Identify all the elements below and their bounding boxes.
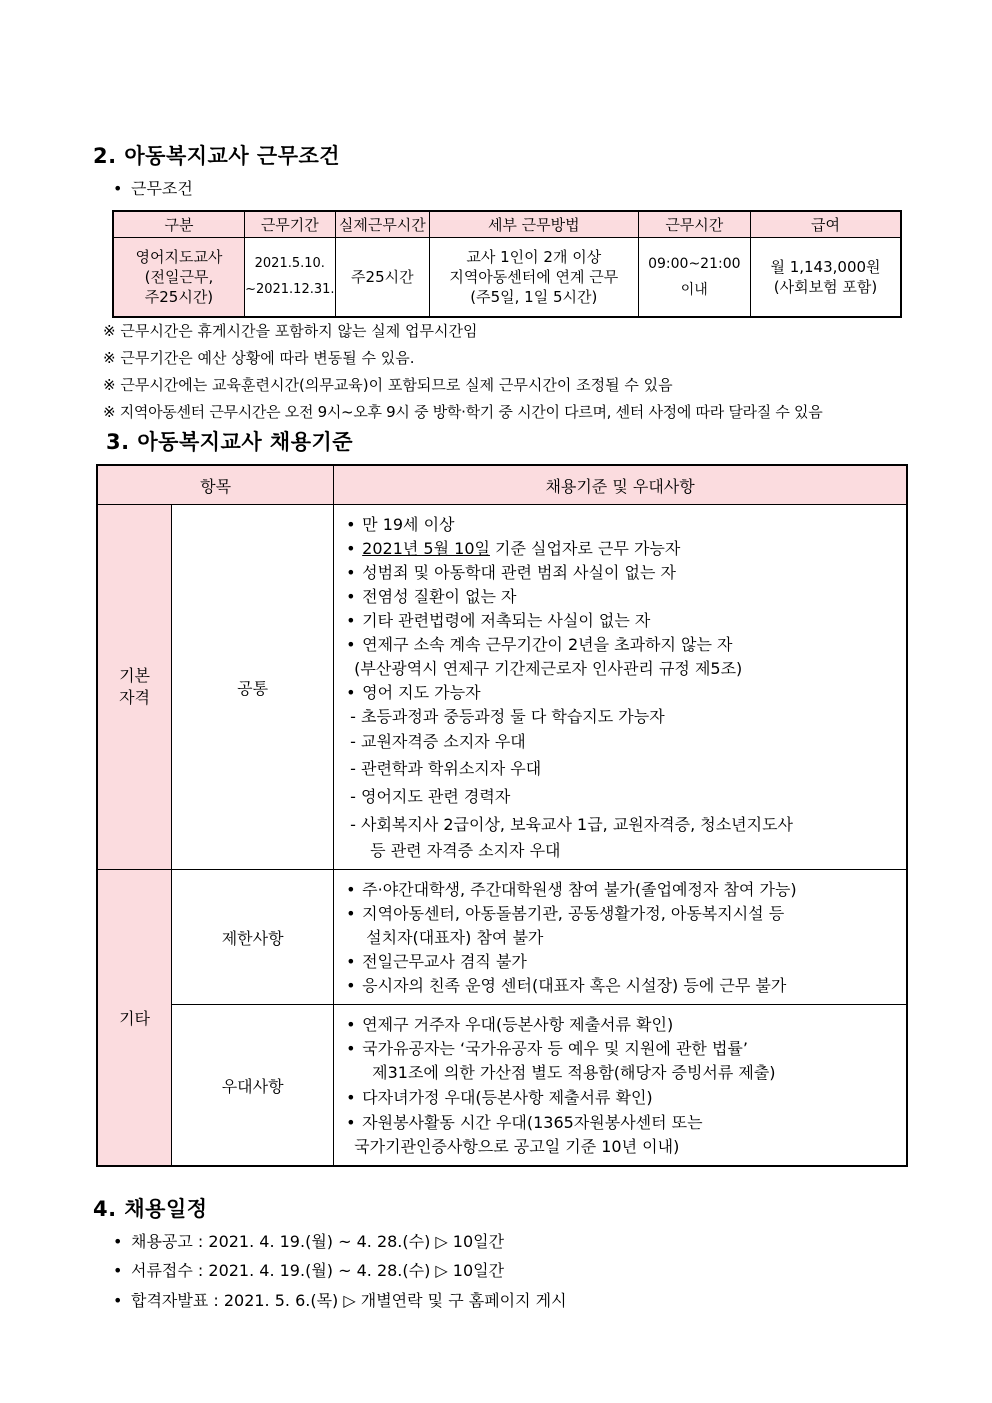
col-header: 실제근무시간 <box>335 211 429 238</box>
schedule-item: • 채용공고 : 2021. 4. 19.(월) ~ 4. 28.(수) ▷ 10일간 <box>113 1232 505 1251</box>
col-header: 채용기준 및 우대사항 <box>334 465 907 505</box>
list-item: 설치자(대표자) 참여 불가 <box>366 928 544 947</box>
list-item: • 다자녀가정 우대(등본사항 제출서류 확인) <box>346 1085 900 1111</box>
common-label: 공통 <box>172 505 334 870</box>
col-header: 세부 근무방법 <box>429 211 638 238</box>
section2-bullet: • 근무조건 <box>113 179 193 198</box>
list-item: - 초등과정과 중등과정 둘 다 학습지도 가능자 <box>350 707 665 726</box>
note: ※ 지역아동센터 근무시간은 오전 9시~오후 9시 중 방학·학기 중 시간이 다르며, 센터 사정에 따라 달라질 수 있음 <box>103 403 823 421</box>
schedule-item: • 서류접수 : 2021. 4. 19.(월) ~ 4. 28.(수) ▷ 10일간 <box>113 1261 505 1280</box>
method-cell: 교사 1인이 2개 이상 지역아동센터에 연계 근무 (주5일, 1일 5시간) <box>429 238 638 318</box>
list-item: • 국가유공자는 ‘국가유공자 등 예우 및 지원에 관한 법률’ <box>346 1037 900 1061</box>
table-row <box>97 1005 907 1167</box>
list-item: • 2021년 5월 10일 기준 실업자로 근무 가능자 <box>346 537 900 561</box>
prefs-label: 우대사항 <box>172 1005 334 1167</box>
group-label-basic: 기본 자격 <box>97 505 172 870</box>
hiring-criteria-table <box>96 464 908 1167</box>
list-item: - 관련학과 학위소지자 우대 <box>350 759 542 778</box>
col-header: 근무기간 <box>244 211 335 238</box>
actual-hours-cell: 주25시간 <box>335 238 429 318</box>
list-item: • 전일근무교사 겸직 불가 <box>346 950 900 974</box>
list-item: • 기타 관련법령에 저촉되는 사실이 없는 자 <box>346 609 900 633</box>
schedule-item: • 합격자발표 : 2021. 5. 6.(목) ▷ 개별연락 및 구 홈페이지 게시 <box>113 1291 567 1310</box>
list-item: 국가기관인증사항으로 공고일 기준 10년 이내) <box>354 1137 680 1156</box>
section4-title: 4. 채용일정 <box>93 1197 208 1221</box>
col-header: 급여 <box>750 211 901 238</box>
section3-title: 3. 아동복지교사 채용기준 <box>106 430 354 454</box>
limits-label: 제한사항 <box>172 870 334 1005</box>
period-cell: 2021.5.10. ~2021.12.31. <box>244 238 335 318</box>
col-header: 항목 <box>97 465 334 505</box>
table-row <box>97 505 907 870</box>
table-header-row <box>97 465 907 505</box>
limits-criteria <box>334 870 907 1005</box>
col-header: 근무시간 <box>638 211 750 238</box>
note: ※ 근무시간에는 교육훈련시간(의무교육)이 포함되므로 실제 근무시간이 조정될 수 있음 <box>103 376 673 394</box>
note: ※ 근무기간은 예산 상황에 따라 변동될 수 있음. <box>103 349 415 367</box>
list-item: (부산광역시 연제구 기간제근로자 인사관리 규정 제5조) <box>354 659 743 678</box>
table-row <box>113 238 901 318</box>
list-item: • 지역아동센터, 아동돌봄기관, 공동생활가정, 아동복지시설 등 <box>346 902 900 926</box>
list-item: - 교원자격증 소지자 우대 <box>350 732 526 751</box>
list-item: • 자원봉사활동 시간 우대(1365자원봉사센터 또는 <box>346 1111 900 1135</box>
table-header-row <box>113 211 901 238</box>
list-item: • 응시자의 친족 운영 센터(대표자 혹은 시설장) 등에 근무 불가 <box>346 974 900 998</box>
list-item: • 주·야간대학생, 주간대학원생 참여 불가(졸업예정자 참여 가능) <box>346 878 900 902</box>
list-item: - 영어지도 관련 경력자 <box>350 787 511 806</box>
work-conditions-table <box>112 210 902 318</box>
list-item: • 연제구 거주자 우대(등본사항 제출서류 확인) <box>346 1013 900 1037</box>
work-time-cell: 09:00~21:00 이내 <box>638 238 750 318</box>
list-item: 등 관련 자격증 소지자 우대 <box>370 841 561 860</box>
table-row <box>97 870 907 1005</box>
prefs-criteria <box>334 1005 907 1167</box>
list-item: • 만 19세 이상 <box>346 513 900 537</box>
list-item: • 연제구 소속 계속 근무기간이 2년을 초과하지 않는 자 <box>346 633 900 657</box>
list-item: • 전염성 질환이 없는 자 <box>346 585 900 609</box>
list-item: • 영어 지도 가능자 <box>346 681 900 705</box>
category-cell: 영어지도교사 (전일근무, 주25시간) <box>113 238 244 318</box>
group-label-other: 기타 <box>97 870 172 1167</box>
section2-title: 2. 아동복지교사 근무조건 <box>93 144 341 168</box>
list-item: 제31조에 의한 가산점 별도 적용함(해당자 증빙서류 제출) <box>372 1063 776 1082</box>
list-item: - 사회복지사 2급이상, 보육교사 1급, 교원자격증, 청소년지도사 <box>350 815 794 834</box>
pay-cell: 월 1,143,000원 (사회보험 포함) <box>750 238 901 318</box>
note: ※ 근무시간은 휴게시간을 포함하지 않는 실제 업무시간임 <box>103 322 478 340</box>
col-header: 구분 <box>113 211 244 238</box>
list-item: • 성범죄 및 아동학대 관련 범죄 사실이 없는 자 <box>346 561 900 585</box>
common-criteria <box>334 505 907 870</box>
